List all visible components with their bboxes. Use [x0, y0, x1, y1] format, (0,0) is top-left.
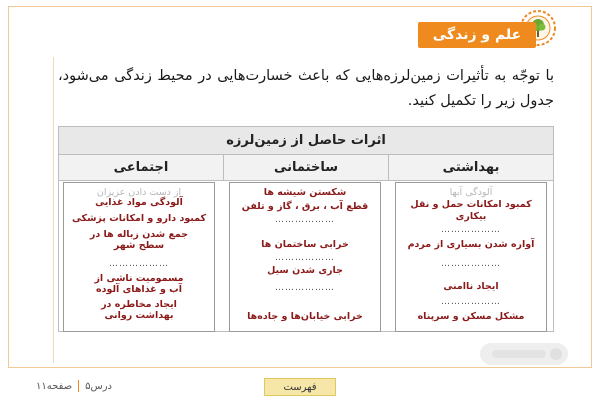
health-answer: ایجاد ناامنی [443, 281, 499, 292]
health-faded-text: آلودگی آبها [449, 187, 493, 198]
page-number: صفحه۱۱ [36, 380, 73, 392]
header-building: ساختمانی [223, 155, 388, 180]
building-dots: ……………… [275, 253, 335, 263]
building-dots: ……………… [275, 215, 335, 225]
social-answer: آلودگی مواد غذایی [95, 197, 183, 208]
health-dots: ……………… [441, 225, 501, 235]
building-dots: ……………… [275, 283, 335, 293]
social-answer: کمبود دارو و امکانات پزشکی [71, 213, 207, 224]
table-header-row [59, 155, 553, 181]
building-answer: جاری شدن سیل [267, 265, 343, 276]
effects-table [58, 126, 554, 332]
building-column [229, 182, 381, 332]
social-answer: جمع شدن زباله ها در سطح شهر [89, 229, 189, 251]
table-title: اثرات حاصل از زمین‌لرزه [59, 127, 553, 155]
header-social: اجتماعی [113, 160, 169, 175]
health-answer: کمبود امکانات حمل و نقل [410, 199, 532, 210]
social-dots: ……………… [109, 259, 169, 269]
social-answer: مسمومیت ناشی از آب و غذاهای آلوده [94, 273, 184, 295]
toc-button[interactable] [264, 378, 336, 396]
building-answer: خرابی خیابان‌ها و جاده‌ها [247, 311, 363, 322]
social-answer: ایجاد مخاطره در بهداشت روانی [101, 299, 177, 321]
watermark-logo-icon [478, 340, 570, 368]
building-answer: شکستن شیشه ها [263, 187, 347, 198]
health-answer: آواره شدن بسیاری از مردم [407, 239, 535, 250]
building-answer: خرابی ساختمان ها [261, 239, 349, 250]
health-answer: مشکل مسکن و سرپناه [417, 311, 525, 322]
section-badge-label: علم و زندگی [432, 27, 522, 43]
intro-paragraph: با توجّه به تأثیرات زمین‌لرزه‌هایی که باعث خسارت‌هایی در محیط زندگی می‌شود، جدول زیر را تکمیل کنید. [58, 68, 554, 109]
lesson-label: درس۵ [85, 380, 112, 392]
health-dots: ……………… [441, 297, 501, 307]
page-info [36, 380, 112, 392]
toc-button-label: فهرست [283, 381, 317, 393]
building-answer: قطع آب ، برق ، گاز و تلفن [241, 201, 369, 212]
section-badge [418, 22, 536, 48]
health-column [395, 182, 547, 332]
footer-divider [78, 380, 79, 392]
social-column [63, 182, 215, 332]
header-health: بهداشتی [388, 155, 553, 180]
social-faded-text: از دست دادن عزیزان [96, 187, 182, 198]
table-body [59, 182, 553, 331]
health-dots: ……………… [441, 259, 501, 269]
health-answer: بیکاری [455, 211, 487, 222]
